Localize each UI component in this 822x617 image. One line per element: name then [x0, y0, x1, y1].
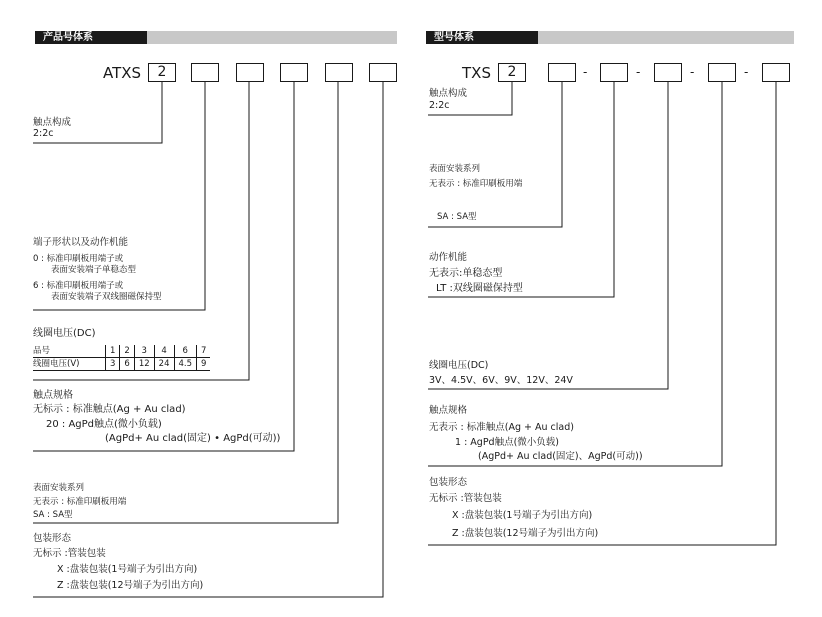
right-pack-line3: Z :盘装包装(12号端子为引出方向) — [452, 528, 599, 539]
left-surface-line1: 无表示 : 标准印刷板用端 — [33, 497, 127, 507]
right-line-pack — [428, 82, 776, 545]
right-contact-title: 触点构成 — [429, 88, 468, 99]
coil-cell: 4.5 — [174, 358, 197, 371]
left-pack-line3: Z :盘装包装(12号端子为引出方向) — [57, 580, 204, 591]
right-pack-title: 包装形态 — [429, 477, 468, 488]
coil-cell: 9 — [197, 358, 211, 371]
left-surface-line2: SA : SA型 — [33, 510, 73, 520]
coil-cell: 12 — [134, 358, 154, 371]
coil-cell: 6 — [120, 358, 134, 371]
right-contact-value: 2:2c — [429, 100, 450, 111]
coil-cell: 1 — [106, 345, 120, 358]
right-action-line2: LT :双线圈磁保持型 — [436, 283, 523, 294]
left-contact-title: 触点构成 — [33, 117, 72, 128]
left-spec-title: 触点规格 — [33, 390, 73, 401]
left-spec-line2: 20 : AgPd触点(微小负载) — [46, 419, 162, 430]
left-pack-line2: X :盘装包装(1号端子为引出方向) — [57, 564, 198, 575]
right-surface-line1: 无表示 : 标准印刷板用端 — [429, 179, 523, 189]
coil-cell: 24 — [154, 358, 174, 371]
right-dash-2: - — [636, 65, 641, 79]
right-pack-line1: 无标示 :管装包装 — [429, 493, 502, 504]
right-surface-title: 表面安装系列 — [429, 164, 481, 174]
left-pack-title: 包装形态 — [33, 533, 72, 544]
coil-row-voltage-label: 线圈电压(V) — [33, 358, 106, 371]
left-pack-line1: 无标示 :管装包装 — [33, 548, 106, 559]
right-model-name: TXS — [462, 64, 491, 82]
coil-cell: 4 — [154, 345, 174, 358]
left-surface-title: 表面安装系列 — [33, 483, 85, 493]
right-box-contact: 2 — [498, 63, 526, 82]
coil-cell: 7 — [197, 345, 211, 358]
right-coil-line1: 3V、4.5V、6V、9V、12V、24V — [429, 375, 573, 386]
left-terminal-line3: 6 : 标准印刷板用端子或 — [33, 281, 124, 291]
right-spec-title: 触点规格 — [429, 405, 468, 416]
right-spec-line3: (AgPd+ Au clad(固定)、AgPd(可动)) — [478, 451, 643, 462]
left-model-name: ATXS — [103, 64, 142, 82]
coil-cell: 2 — [120, 345, 134, 358]
right-dash-4: - — [744, 65, 749, 79]
left-spec-line3: (AgPd+ Au clad(固定) • AgPd(可动)) — [105, 433, 281, 444]
right-spec-line2: 1 : AgPd触点(微小负载) — [455, 437, 559, 448]
left-coil-title: 线圈电压(DC) — [33, 328, 96, 339]
right-dash-1: - — [583, 65, 588, 79]
left-terminal-line1: 0 : 标准印刷板用端子或 — [33, 254, 124, 264]
left-header-title: 产品号体系 — [35, 31, 147, 44]
right-spec-line1: 无表示 : 标准触点(Ag + Au clad) — [429, 422, 574, 433]
left-contact-value: 2:2c — [33, 128, 54, 139]
right-header-title: 型号体系 — [426, 31, 538, 44]
left-terminal-line2: 表面安装端子单稳态型 — [51, 265, 137, 275]
right-action-title: 动作机能 — [429, 252, 468, 263]
right-pack-line2: X :盘装包装(1号端子为引出方向) — [452, 510, 593, 521]
coil-cell: 3 — [106, 358, 120, 371]
right-coil-title: 线圈电压(DC) — [429, 360, 489, 371]
right-line-coil — [428, 82, 668, 389]
coil-cell: 3 — [134, 345, 154, 358]
coil-row-product-label: 品号 — [33, 345, 106, 358]
left-terminal-title: 端子形状以及动作机能 — [33, 237, 129, 248]
coil-cell: 6 — [174, 345, 197, 358]
left-box-contact: 2 — [148, 63, 176, 82]
left-terminal-line4: 表面安装端子双线圈磁保持型 — [51, 292, 162, 302]
left-spec-line1: 无标示 : 标准触点(Ag + Au clad) — [33, 404, 186, 415]
right-dash-3: - — [690, 65, 695, 79]
right-action-line1: 无表示:单稳态型 — [429, 268, 503, 279]
right-surface-line2: SA : SA型 — [437, 212, 477, 222]
right-line-action — [428, 82, 614, 297]
